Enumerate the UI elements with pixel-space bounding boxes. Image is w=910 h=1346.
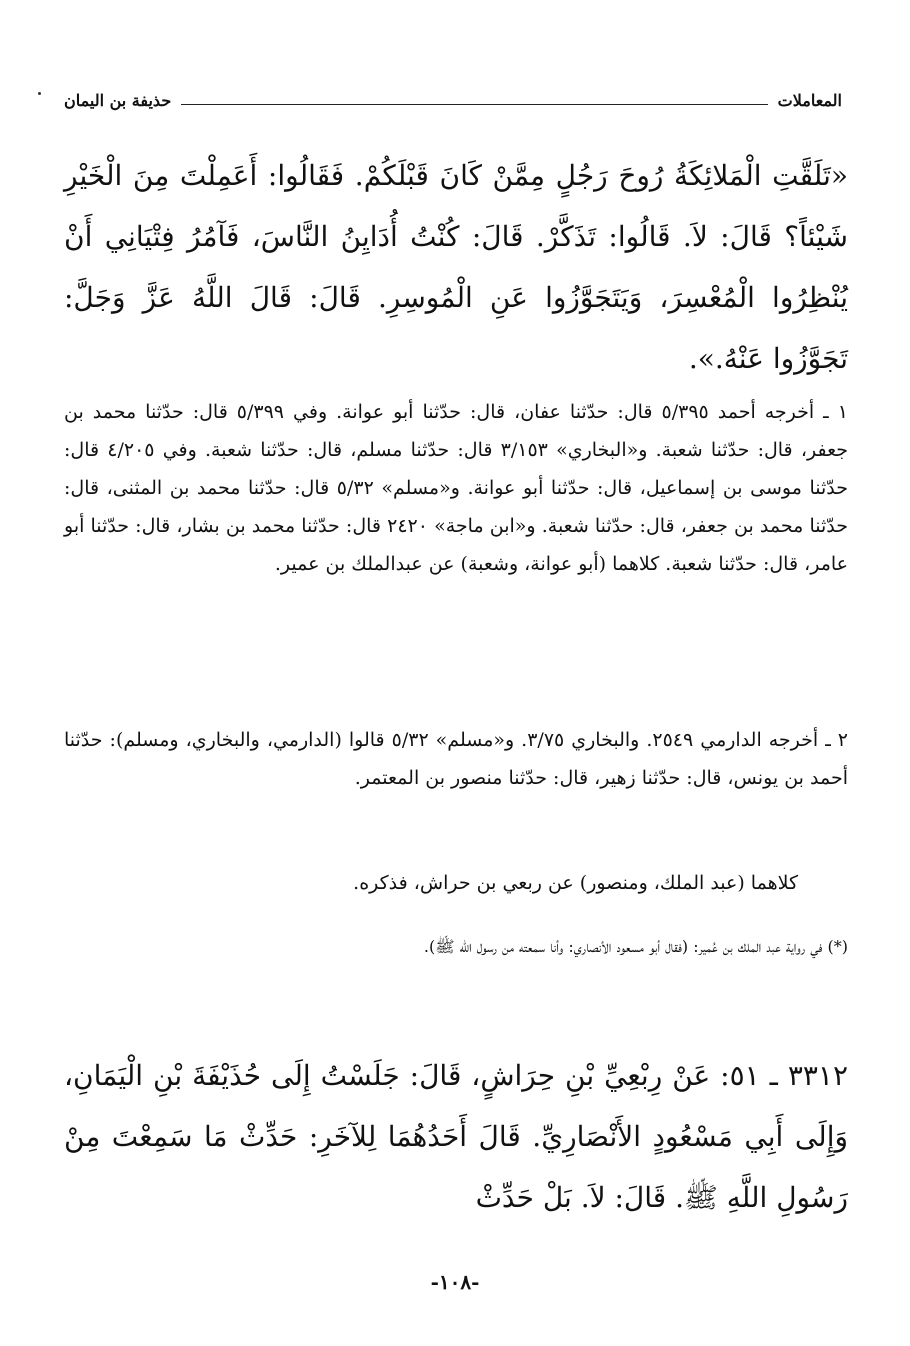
footnote-2: ٢ ـ أخرجه الدارمي ٢٥٤٩. والبخاري ٣/٧٥. و«مسلم» ٥/٣٢ قالوا (الدارمي، والبخاري، ومسلم): حدّثنا أحمد بن يونس، قال: حدّثنا زهير، قال: حدّثنا منصور بن المعتمر.: [64, 729, 848, 789]
footnote-1: ١ ـ أخرجه أحمد ٥/٣٩٥ قال: حدّثنا عفان، قال: حدّثنا أبو عوانة. وفي ٥/٣٩٩ قال: حدّثنا محمد بن جعفر، قال: حدّثنا شعبة. و«البخاري» ٣/١٥٣ قال: حدّثنا مسلم، قال: حدّثنا شعبة. وفي ٤/٢٠٥ قال: حدّثنا موسى بن إسماعيل، قال: حدّثنا أبو عوانة. و«مسلم» ٥/٣٢ قال: حدّثنا محمد بن المثنى، قال: حدّثنا محمد بن جعفر، قال: حدّثنا شعبة. و«ابن ماجة» ٢٤٢٠ قال: حدّثنا محمد بن بشار، قال: حدّثنا أبو عامر، قال: حدّثنا شعبة. كلاهما (أبو عوانة، وشعبة) عن عبدالملك بن عمير.: [64, 401, 849, 575]
header-section-title: حذيفة بن اليمان: [64, 90, 172, 110]
footnote-star: (*) في رواية عبد الملك بن عُمير: (فقال أبو مسعود الأنصاري: وأنا سمعته من رسول الله ﷺ).: [423, 937, 848, 956]
header-chapter-title: المعاملات: [777, 90, 842, 110]
hadith-text-bottom: ٣٣١٢ ـ ٥١: عَنْ رِبْعِيِّ بْنِ حِرَاشٍ، قَالَ: جَلَسْتُ إِلَى حُذَيْفَةَ بْنِ الْيَمَانِ، وَإِلَى أَبِي مَسْعُودٍ الأَنْصَارِيِّ. قَالَ أَحَدُهُمَا لِلآخَرِ: حَدِّثْ مَا سَمِعْتَ مِنْ رَسُولِ اللَّهِ ﷺ. قَالَ: لاَ. بَلْ حَدِّثْ: [64, 1059, 848, 1214]
running-header: [64, 86, 842, 114]
header-rule: [181, 104, 767, 105]
footnote-summary: كلاهما (عبد الملك، ومنصور) عن ربعي بن حراش، فذكره.: [353, 872, 798, 894]
page-number: -١٠٨-: [430, 1270, 480, 1294]
margin-dot: [38, 92, 41, 95]
hadith-text-top: «تَلَقَّتِ الْمَلائِكَةُ رُوحَ رَجُلٍ مِمَّنْ كَانَ قَبْلَكُمْ. فَقَالُوا: أَعَمِلْتَ مِنَ الْخَيْرِ شَيْئاً؟ قَالَ: لاَ. قَالُوا: تَذَكَّرْ. قَالَ: كُنْتُ أُدَايِنُ النَّاسَ، فَآمُرُ فِتْيَانِي أَنْ يُنْظِرُوا الْمُعْسِرَ، وَيَتَجَوَّزُوا عَنِ الْمُوسِرِ. قَالَ: قَالَ اللَّهُ عَزَّ وَجَلَّ: تَجَوَّزُوا عَنْهُ.».: [64, 159, 848, 375]
